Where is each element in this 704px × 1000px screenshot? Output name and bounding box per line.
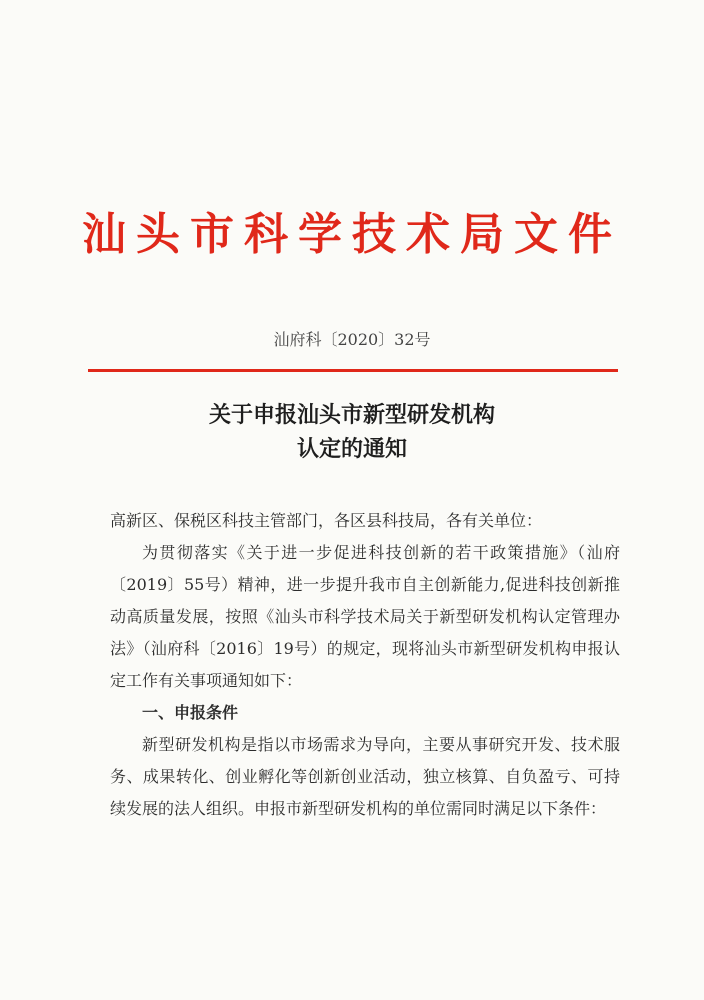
- section-heading-application-conditions: 一、申报条件: [142, 703, 239, 722]
- notice-title: [0, 398, 704, 466]
- document-body: [110, 505, 620, 825]
- document-number: 汕府科〔2020〕32号: [273, 330, 431, 349]
- red-divider-rule: [88, 369, 618, 372]
- issuer-header-title: 汕头市科学技术局文件: [82, 209, 622, 260]
- conditions-paragraph: 新型研发机构是指以市场需求为导向，主要从事研究开发、技术服务、成果转化、创业孵化等创新创业活动，独立核算、自负盈亏、可持续发展的法人组织。申报市新型研发机构的单位需同时满足以下条件：: [110, 735, 620, 818]
- notice-title-line-2: 认定的通知: [296, 436, 407, 462]
- intro-paragraph: 为贯彻落实《关于进一步促进科技创新的若干政策措施》（汕府〔2019〕55号）精神，进一步提升我市自主创新能力,促进科技创新推动高质量发展，按照《汕头市科学技术局关于新型研发机构认定管理办法》（汕府科〔2016〕19号）的规定，现将汕头市新型研发机构申报认定工作有关事项通知如下：: [110, 543, 620, 690]
- addressee-line: 高新区、保税区科技主管部门，各区县科技局，各有关单位：: [110, 511, 543, 530]
- notice-title-line-1: 关于申报汕头市新型研发机构: [208, 402, 495, 428]
